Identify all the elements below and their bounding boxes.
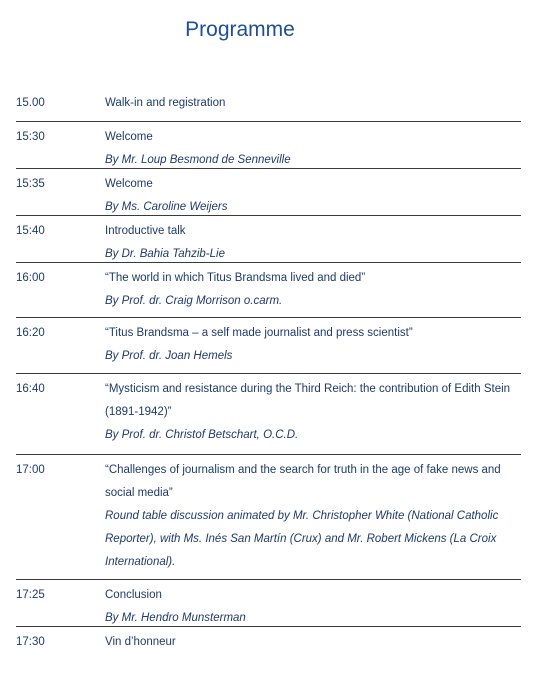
speaker: By Mr. Loup Besmond de Senneville [105,154,291,166]
programme-row [16,580,521,627]
session-title: Welcome [105,178,153,190]
programme-row [16,374,521,455]
programme-row [16,627,521,657]
programme-row [16,216,521,263]
time: 17:30 [16,636,45,648]
programme-row [16,318,521,374]
time: 15:35 [16,178,45,190]
speaker: Round table discussion animated by Mr. Christopher White (National Catholic [105,510,499,522]
session-title: Conclusion [105,589,162,601]
session-title-continued: (1891-1942)” [105,406,172,418]
speaker: By Ms. Caroline Weijers [105,201,228,213]
speaker: By Prof. dr. Craig Morrison o.carm. [105,295,283,307]
speaker: By Prof. dr. Joan Hemels [105,350,233,362]
programme-row [16,88,521,122]
session-title: Introductive talk [105,225,186,237]
session-title: Vin d’honneur [105,636,176,648]
time: 16:20 [16,327,45,339]
time: 17:25 [16,589,45,601]
session-title: “Titus Brandsma – a self made journalist and press scientist” [105,327,413,339]
programme-row [16,455,521,580]
session-title-continued: social media” [105,487,173,499]
programme-row [16,263,521,318]
time: 16:00 [16,272,45,284]
session-title: “Mysticism and resistance during the Third Reich: the contribution of Edith Stein [105,383,511,395]
session-title: “The world in which Titus Brandsma lived and died” [105,272,366,284]
programme-row [16,169,521,216]
programme-list [16,88,521,657]
speaker-continued: International). [105,556,176,568]
time: 15.00 [16,97,45,109]
time: 17:00 [16,464,45,476]
time: 15:30 [16,131,45,143]
session-title: Walk-in and registration [105,97,226,109]
speaker: By Mr. Hendro Munsterman [105,612,246,624]
session-title: Welcome [105,131,153,143]
session-title: “Challenges of journalism and the search for truth in the age of fake news and [105,464,501,476]
page-title: Programme [185,18,295,41]
speaker: By Prof. dr. Christof Betschart, O.C.D. [105,429,299,441]
speaker: By Dr. Bahia Tahzib-Lie [105,248,225,260]
time: 15:40 [16,225,45,237]
speaker-continued: Reporter), with Ms. Inés San Martín (Crux) and Mr. Robert Mickens (La Croix [105,533,497,545]
programme-row [16,122,521,169]
time: 16:40 [16,383,45,395]
